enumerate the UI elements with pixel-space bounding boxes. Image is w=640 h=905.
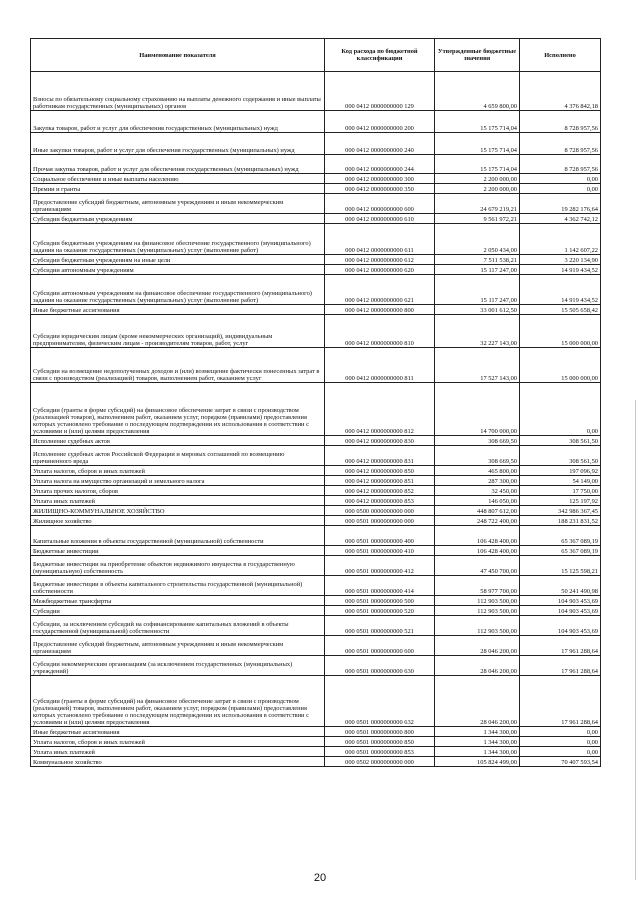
table-row xyxy=(31,265,601,275)
table-header-row xyxy=(31,39,601,72)
row-executed: 104 903 453,69 xyxy=(520,616,601,636)
row-name: Субсидии (гранты в форме субсидий) на финансовое обеспечение затрат в связи с производством (реализацией товаров), выполнением работ, оказанием услуг, порядком (правилами) предоставления которых установлено требование о последующем подтверждении их использования в соответствии с условиями и (или) целями предоставления xyxy=(31,383,325,436)
row-code: 000 0412 0000000000 600 xyxy=(325,194,435,214)
row-code: 000 0501 0000000000 800 xyxy=(325,727,435,737)
table-row xyxy=(31,676,601,727)
row-approved: 2 050 434,00 xyxy=(435,224,520,255)
row-executed: 14 919 434,52 xyxy=(520,275,601,305)
row-code: 000 0412 0000000000 830 xyxy=(325,436,435,446)
row-approved: 9 561 972,21 xyxy=(435,214,520,224)
table-row xyxy=(31,174,601,184)
row-code: 000 0501 0000000000 000 xyxy=(325,516,435,526)
row-executed: 17 961 288,64 xyxy=(520,656,601,676)
table-row xyxy=(31,656,601,676)
row-code: 000 0501 0000000000 632 xyxy=(325,676,435,727)
row-executed: 65 367 089,19 xyxy=(520,546,601,556)
row-code: 000 0412 0000000000 831 xyxy=(325,446,435,466)
table-row xyxy=(31,737,601,747)
row-executed: 125 197,92 xyxy=(520,496,601,506)
table-row xyxy=(31,348,601,383)
table-row xyxy=(31,556,601,576)
row-code: 000 0412 0000000000 129 xyxy=(325,72,435,111)
row-approved: 15 175 714,04 xyxy=(435,155,520,174)
row-approved: 28 046 200,00 xyxy=(435,636,520,656)
row-code: 000 0412 0000000000 800 xyxy=(325,305,435,315)
row-approved: 112 903 500,00 xyxy=(435,616,520,636)
row-executed: 308 561,50 xyxy=(520,446,601,466)
row-name: Взносы по обязательному социальному страхованию на выплаты денежного содержания и иные выплаты работникам государственных (муниципальных) органов xyxy=(31,72,325,111)
row-code: 000 0412 0000000000 240 xyxy=(325,133,435,155)
row-name: Уплата налогов, сборов и иных платежей xyxy=(31,466,325,476)
row-name: Иные закупки товаров, работ и услуг для обеспечения государственных (муниципальных) нужд xyxy=(31,133,325,155)
row-approved: 287 300,00 xyxy=(435,476,520,486)
row-name: Уплата иных платежей xyxy=(31,496,325,506)
table-row xyxy=(31,496,601,506)
row-executed: 308 561,50 xyxy=(520,436,601,446)
row-name: Субсидии некоммерческим организациям (за исключением государственных (муниципальных) учреждений) xyxy=(31,656,325,676)
row-executed: 342 986 367,45 xyxy=(520,506,601,516)
row-code: 000 0501 0000000000 412 xyxy=(325,556,435,576)
table-row xyxy=(31,194,601,214)
row-code: 000 0412 0000000000 300 xyxy=(325,174,435,184)
row-approved: 28 046 200,00 xyxy=(435,676,520,727)
table-row xyxy=(31,476,601,486)
row-approved: 1 344 300,00 xyxy=(435,737,520,747)
row-code: 000 0412 0000000000 200 xyxy=(325,111,435,133)
row-executed: 14 919 434,52 xyxy=(520,265,601,275)
budget-table xyxy=(30,38,601,767)
table-row xyxy=(31,255,601,265)
row-name: Субсидии на возмещение недополученных доходов и (или) возмещение фактически понесенных затрат в связи с производством (реализацией) товаров, выполнением работ, оказанием услуг xyxy=(31,348,325,383)
row-executed: 1 142 607,22 xyxy=(520,224,601,255)
table-row xyxy=(31,466,601,476)
table-row xyxy=(31,305,601,315)
row-executed: 0,00 xyxy=(520,747,601,757)
table-row xyxy=(31,383,601,436)
row-name: Уплата налогов, сборов и иных платежей xyxy=(31,737,325,747)
row-executed: 50 241 490,98 xyxy=(520,576,601,596)
row-executed: 17 750,00 xyxy=(520,486,601,496)
row-approved: 7 511 538,21 xyxy=(435,255,520,265)
row-name: Межбюджетные трансферты xyxy=(31,596,325,606)
row-name: Предоставление субсидий бюджетным, автономным учреждениям и иным некоммерческим организациям xyxy=(31,194,325,214)
header-name: Наименование показателя xyxy=(31,39,325,72)
row-executed: 17 961 288,64 xyxy=(520,676,601,727)
page-number: 20 xyxy=(313,872,327,884)
row-name: Иные бюджетные ассигнования xyxy=(31,305,325,315)
row-approved: 15 117 247,00 xyxy=(435,275,520,305)
row-code: 000 0501 0000000000 853 xyxy=(325,747,435,757)
scan-edge-line xyxy=(635,400,636,880)
table-row xyxy=(31,636,601,656)
row-code: 000 0501 0000000000 600 xyxy=(325,636,435,656)
table-row xyxy=(31,224,601,255)
row-name: ЖИЛИЩНО-КОММУНАЛЬНОЕ ХОЗЯЙСТВО xyxy=(31,506,325,516)
table-row xyxy=(31,526,601,546)
row-executed: 104 903 453,69 xyxy=(520,596,601,606)
row-code: 000 0412 0000000000 853 xyxy=(325,496,435,506)
table-row xyxy=(31,616,601,636)
row-code: 000 0502 0000000000 000 xyxy=(325,757,435,767)
row-name: Субсидии, за исключением субсидий на софинансирование капитальных вложений в объекты государственной (муниципальной) собственности xyxy=(31,616,325,636)
header-code: Код расхода по бюджетной классификации xyxy=(325,39,435,72)
row-executed: 15 000 000,00 xyxy=(520,348,601,383)
row-executed: 0,00 xyxy=(520,174,601,184)
row-executed: 3 220 134,90 xyxy=(520,255,601,265)
row-code: 000 0501 0000000000 400 xyxy=(325,526,435,546)
row-approved: 32 227 143,00 xyxy=(435,315,520,348)
row-name: Субсидии бюджетным учреждениям на финансовое обеспечение государственного (муниципального) задания на оказание государственных (муниципальных) услуг (выполнение работ) xyxy=(31,224,325,255)
row-code: 000 0501 0000000000 500 xyxy=(325,596,435,606)
row-approved: 14 700 000,00 xyxy=(435,383,520,436)
row-code: 000 0412 0000000000 620 xyxy=(325,265,435,275)
row-approved: 24 679 219,21 xyxy=(435,194,520,214)
row-approved: 112 903 500,00 xyxy=(435,606,520,616)
row-code: 000 0501 0000000000 520 xyxy=(325,606,435,616)
row-approved: 47 450 700,00 xyxy=(435,556,520,576)
row-executed: 15 505 658,42 xyxy=(520,305,601,315)
row-approved: 33 001 612,50 xyxy=(435,305,520,315)
row-name: Премии и гранты xyxy=(31,184,325,194)
row-executed: 197 096,92 xyxy=(520,466,601,476)
table-row xyxy=(31,133,601,155)
row-name: Социальное обеспечение и иные выплаты населению xyxy=(31,174,325,184)
row-approved: 1 344 300,00 xyxy=(435,747,520,757)
row-name: Закупка товаров, работ и услуг для обеспечения государственных (муниципальных) нужд xyxy=(31,111,325,133)
row-name: Субсидии xyxy=(31,606,325,616)
row-approved: 15 117 247,00 xyxy=(435,265,520,275)
table-row xyxy=(31,576,601,596)
row-executed: 4 362 742,12 xyxy=(520,214,601,224)
row-approved: 112 903 500,00 xyxy=(435,596,520,606)
row-name: Субсидии юридическим лицам (кроме некоммерческих организаций), индивидуальным предпринимателям, физическим лицам - производителям товаров, работ, услуг xyxy=(31,315,325,348)
row-approved: 106 428 400,00 xyxy=(435,526,520,546)
table-row xyxy=(31,486,601,496)
table-row xyxy=(31,546,601,556)
row-code: 000 0412 0000000000 810 xyxy=(325,315,435,348)
row-executed: 15 125 598,21 xyxy=(520,556,601,576)
row-code: 000 0412 0000000000 610 xyxy=(325,214,435,224)
table-row xyxy=(31,747,601,757)
row-executed: 15 000 000,00 xyxy=(520,315,601,348)
row-executed: 8 728 957,56 xyxy=(520,133,601,155)
row-approved: 308 669,50 xyxy=(435,436,520,446)
row-approved: 2 200 000,00 xyxy=(435,174,520,184)
table-row xyxy=(31,184,601,194)
row-executed: 19 282 176,64 xyxy=(520,194,601,214)
row-approved: 1 344 300,00 xyxy=(435,727,520,737)
table-row xyxy=(31,446,601,466)
table-row xyxy=(31,275,601,305)
row-approved: 106 428 400,00 xyxy=(435,546,520,556)
row-name: Субсидии (гранты в форме субсидий) на финансовое обеспечение затрат в связи с производством (реализацией) товаров, выполнением работ, оказанием услуг, порядком (правилами) предоставления которых установлено требование о последующем подтверждении их использования в соответствии с условиями и (или) целями предоставления xyxy=(31,676,325,727)
row-executed: 0,00 xyxy=(520,737,601,747)
header-executed: Исполнено xyxy=(520,39,601,72)
row-name: Бюджетные инвестиции в объекты капитального строительства государственной (муниципальной) собственности xyxy=(31,576,325,596)
row-name: Исполнение судебных актов xyxy=(31,436,325,446)
row-approved: 17 527 143,00 xyxy=(435,348,520,383)
row-name: Капитальные вложения в объекты государственной (муниципальной) собственности xyxy=(31,526,325,546)
row-approved: 105 824 499,00 xyxy=(435,757,520,767)
row-approved: 308 669,50 xyxy=(435,446,520,466)
table-row xyxy=(31,155,601,174)
row-executed: 8 728 957,56 xyxy=(520,155,601,174)
row-name: Жилищное хозяйство xyxy=(31,516,325,526)
row-code: 000 0412 0000000000 244 xyxy=(325,155,435,174)
row-approved: 248 722 400,00 xyxy=(435,516,520,526)
row-approved: 146 050,00 xyxy=(435,496,520,506)
row-approved: 15 175 714,04 xyxy=(435,111,520,133)
row-name: Бюджетные инвестиции xyxy=(31,546,325,556)
row-approved: 58 977 700,00 xyxy=(435,576,520,596)
table-row xyxy=(31,606,601,616)
row-approved: 15 175 714,04 xyxy=(435,133,520,155)
row-executed: 0,00 xyxy=(520,383,601,436)
row-name: Предоставление субсидий бюджетным, автономным учреждениям и иным некоммерческим организациям xyxy=(31,636,325,656)
table-row xyxy=(31,596,601,606)
row-executed: 8 728 957,56 xyxy=(520,111,601,133)
row-code: 000 0412 0000000000 850 xyxy=(325,466,435,476)
table-row xyxy=(31,436,601,446)
row-code: 000 0501 0000000000 630 xyxy=(325,656,435,676)
table-body xyxy=(31,72,601,767)
row-code: 000 0412 0000000000 612 xyxy=(325,255,435,265)
row-code: 000 0501 0000000000 521 xyxy=(325,616,435,636)
row-executed: 104 903 453,69 xyxy=(520,606,601,616)
row-code: 000 0501 0000000000 414 xyxy=(325,576,435,596)
row-executed: 188 231 831,52 xyxy=(520,516,601,526)
row-approved: 28 046 200,00 xyxy=(435,656,520,676)
row-executed: 0,00 xyxy=(520,727,601,737)
header-approved: Утвержденные бюджетные значения xyxy=(435,39,520,72)
row-name: Коммунальное хозяйство xyxy=(31,757,325,767)
row-executed: 0,00 xyxy=(520,184,601,194)
row-name: Уплата налога на имущество организаций и земельного налога xyxy=(31,476,325,486)
table-row xyxy=(31,506,601,516)
row-code: 000 0412 0000000000 621 xyxy=(325,275,435,305)
row-approved: 465 800,00 xyxy=(435,466,520,476)
row-name: Субсидии автономным учреждениям xyxy=(31,265,325,275)
row-approved: 2 200 000,00 xyxy=(435,184,520,194)
row-code: 000 0412 0000000000 811 xyxy=(325,348,435,383)
row-code: 000 0412 0000000000 851 xyxy=(325,476,435,486)
row-code: 000 0412 0000000000 812 xyxy=(325,383,435,436)
row-name: Прочая закупка товаров, работ и услуг для обеспечения государственных (муниципальных) нужд xyxy=(31,155,325,174)
table-row xyxy=(31,315,601,348)
row-approved: 32 450,00 xyxy=(435,486,520,496)
row-executed: 65 367 089,19 xyxy=(520,526,601,546)
row-name: Субсидии автономным учреждениям на финансовое обеспечение государственного (муниципального) задания на оказание государственных (муниципальных) услуг (выполнение работ) xyxy=(31,275,325,305)
row-name: Исполнение судебных актов Российской Федерации и мировых соглашений по возмещению причиненного вреда xyxy=(31,446,325,466)
table-row xyxy=(31,214,601,224)
row-executed: 4 376 842,18 xyxy=(520,72,601,111)
row-name: Субсидии бюджетным учреждениям на иные цели xyxy=(31,255,325,265)
row-executed: 70 407 593,54 xyxy=(520,757,601,767)
row-code: 000 0501 0000000000 850 xyxy=(325,737,435,747)
row-code: 000 0412 0000000000 350 xyxy=(325,184,435,194)
row-name: Субсидии бюджетным учреждениям xyxy=(31,214,325,224)
table-row xyxy=(31,727,601,737)
row-executed: 17 961 288,64 xyxy=(520,636,601,656)
row-name: Иные бюджетные ассигнования xyxy=(31,727,325,737)
table-row xyxy=(31,72,601,111)
row-approved: 4 659 800,00 xyxy=(435,72,520,111)
row-code: 000 0412 0000000000 611 xyxy=(325,224,435,255)
table-row xyxy=(31,516,601,526)
row-name: Бюджетные инвестиции на приобретение объектов недвижимого имущества в государственную (муниципальную) собственность xyxy=(31,556,325,576)
row-code: 000 0501 0000000000 410 xyxy=(325,546,435,556)
table-row xyxy=(31,757,601,767)
row-approved: 448 807 612,00 xyxy=(435,506,520,516)
row-name: Уплата иных платежей xyxy=(31,747,325,757)
table-row xyxy=(31,111,601,133)
row-code: 000 0412 0000000000 852 xyxy=(325,486,435,496)
row-name: Уплата прочих налогов, сборов xyxy=(31,486,325,496)
row-code: 000 0500 0000000000 000 xyxy=(325,506,435,516)
row-executed: 54 149,00 xyxy=(520,476,601,486)
